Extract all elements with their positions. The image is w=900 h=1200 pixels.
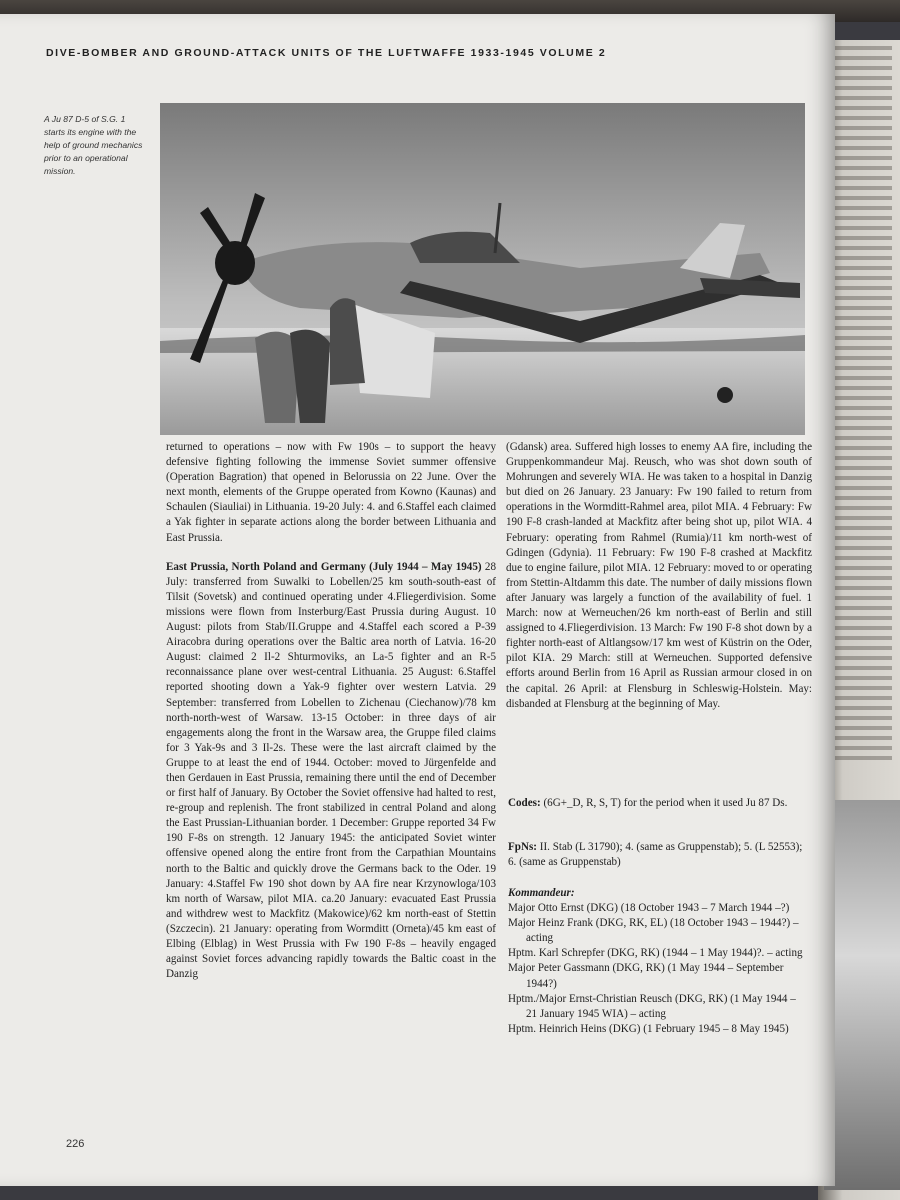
section-text: 28 July: transferred from Suwalki to Lobellen/25 km south-south-east of Tilsit (Sovetsk) and continued operating under 4.Fliegerdivision. Some missions were flown from Insterburg/East Prussia during August. 10 August: pilots from Stab/II.Gruppe and 4.Staffel each scored a P-39 Airacobra during operations over the Baltic area north of Latvia. 16-20 August: claimed 2 Il-2 Shturmoviks, an La-5 fighter and an R-5 reconnaissance plane over west-central Lithuania. 25 August: 6.Staffel reported shooting down a Yak-9 fighter over western Latvia. 29 September: transferred from Lobellen to Zichenau (Ciechanow)/78 km north-north-west of Warsaw. 13-15 October: in three days of air engagements along the front in the Warsaw area, the Gruppe filed claims for 3 Yak-9s and 3 Il-2s. These were the last aircraft claimed by the Gruppe to at least the end of 1944. October: moved to Jürgenfelde and then Gerdauen in East Prussia, remaining there until the end of December or first half of January. By October the Soviet offensive had halted to rest, re-group and replenish. The front stabilized in central Poland and along the East Prussian-Lithuanian border. 1 December: Gruppe reported 34 Fw 190 F-8s on strength. 12 January 1945: the anticipated Soviet winter offensive opened along the entire front from the Carpathian Mountains north to the Baltic and quickly drove the Germans back to the Oder. 19 January: 4.Staffel Fw 190 shot down by AA fire near Krzynowloga/103 km north of Warsaw, pilot MIA. ca.20 January: evacuated East Prussia and withdrew west to Mackfitz (Makowice)/62 km north-east of Stettin (Szczecin). 21 January: operating from Wormditt (Orneta)/45 km east of Elbing (Elblag) in West Prussia with Fw 190 F-8s – heavily engaged against Soviet forces advancing rapidly towards the Baltic coast in the Danzig — [166, 560, 497, 981]
kommandeur-entry: Major Peter Gassmann (DKG, RK) (1 May 1944 – September 1944?) — [508, 962, 784, 990]
kommandeur-entry: Hptm./Major Ernst-Christian Reusch (DKG, RK) (1 May 1944 – 21 January 1945 WIA) – acting — [508, 992, 796, 1020]
kommandeur-entry: Major Otto Ernst (DKG) (18 October 1943 – 7 March 1944 –?) — [508, 902, 790, 915]
kommandeur-entry: Hptm. Heinrich Heins (DKG) (1 February 1945 – 8 May 1945) — [508, 1022, 789, 1035]
kommandeur-list — [508, 886, 808, 1037]
codes-label: Codes: — [508, 797, 541, 809]
text-column-right — [506, 440, 812, 712]
kommandeur-entry: Hptm. Karl Schrepfer (DKG, RK) (1944 – 1 May 1944)?. – acting — [508, 947, 803, 960]
photo-caption: A Ju 87 D-5 of S.G. 1 starts its engine with the help of ground mechanics prior to an operational mission. — [44, 114, 143, 176]
running-head: DIVE-BOMBER AND GROUND-ATTACK UNITS OF THE LUFTWAFFE 1933-1945 VOLUME 2 — [46, 47, 607, 59]
section-paragraph — [166, 560, 496, 983]
aircraft-photo-illustration — [160, 103, 805, 435]
text-column-left — [166, 440, 496, 982]
kommandeur-title: Kommandeur: — [508, 887, 575, 899]
page-number: 226 — [66, 1138, 85, 1150]
intro-paragraph: returned to operations – now with Fw 190s – to support the heavy defensive fighting following the immense Soviet summer offensive (Operation Bagration) that opened in Belorussia on 22 June. Over the next month, elements of the Gruppe operated from Kowno (Kaunas) and Schaulen (Siauliai) in Lithuania. 19-20 July: 4. and 6.Staffel each claimed a Yak fighter in separate actions along the border between Lithuania and East Prussia. — [166, 441, 496, 544]
section-heading: East Prussia, North Poland and Germany (July 1944 – May 1945) — [166, 560, 482, 573]
fpns-label: FpNs: — [508, 841, 537, 853]
continuation-paragraph: (Gdansk) area. Suffered high losses to enemy AA fire, including the Gruppenkommandeur Maj. Reusch, who was shot down south of Mohrungen and severely WIA. He was taken to a hospital in Danzig but died on 26 January. 23 January: Fw 190 failed to return from operations in the Wormditt-Rahmel area, pilot MIA. 4 February: Fw 190 F-8 crash-landed at Mackfitz after being shot up, pilot WIA. 4 February: operating from Rahmel (Rumia)/11 km north-west of Gdingen (Gdynia). 11 February: Fw 190 F-8 crashed at Mackfitz due to engine failure, pilot MIA. 12 February: moved to or operating from Stettin-Altdamm this date. The number of daily missions flown after January was largely a function of the availability of fuel. 1 March: now at Werneuchen/26 km north-east of Berlin and still assigned to 4.Fliegerdivision. 13 March: Fw 190 F-8 shot down by a fighter north-east of Altlangsow/17 km west of Küstrin on the Oder, pilot KIA. 29 March: still at Werneuchen. Supported defensive efforts around Berlin from 16 April as Russian armour closed in on the capital. 26 April: at Flensburg in Schleswig-Holstein. May: disbanded at Flensburg at the beginning of May. — [506, 441, 812, 710]
facing-page-photo — [824, 800, 900, 1190]
fpns-entry — [508, 840, 808, 870]
fpns-text: II. Stab (L 31790); 4. (same as Gruppenstab); 5. (L 52553); 6. (same as Gruppenstab) — [508, 841, 803, 869]
codes-entry — [508, 796, 808, 811]
kommandeur-entry: Major Heinz Frank (DKG, RK, EL) (18 October 1943 – 1944?) – acting — [508, 917, 799, 945]
aircraft-photo — [160, 103, 805, 435]
codes-text: (6G+_D, R, S, T) for the period when it used Ju 87 Ds. — [543, 797, 788, 809]
